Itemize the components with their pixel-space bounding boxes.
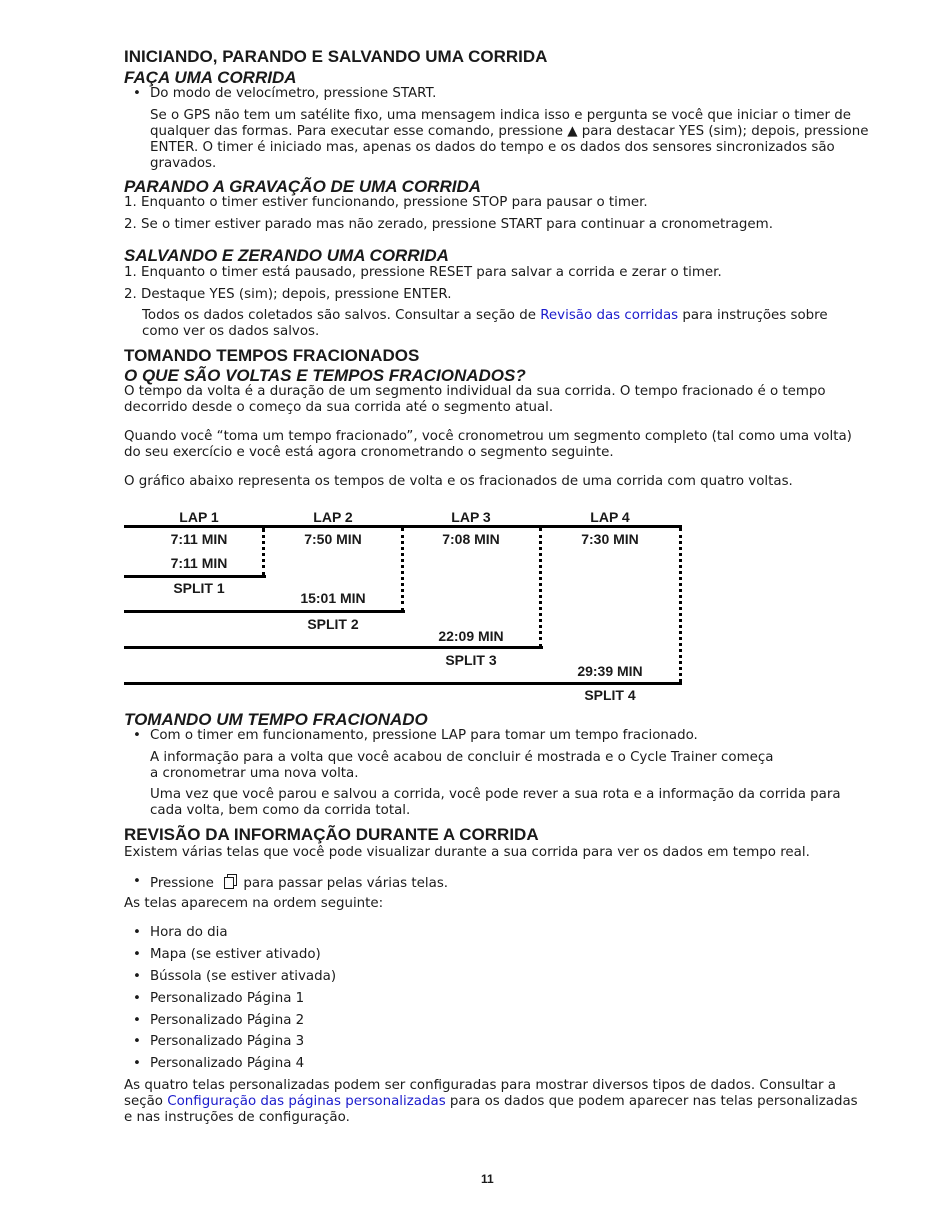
bullet-dot: • xyxy=(133,874,141,889)
lap-divider xyxy=(679,528,682,682)
take-split-p2-line: cada volta, bem como da corrida total. xyxy=(150,803,411,818)
start-run-para-line: Se o GPS não tem um satélite fixo, uma mensagem indica isso e pergunta se você que iniciar o timer de xyxy=(150,108,852,123)
review-runs-link[interactable]: Revisão das corridas xyxy=(540,308,679,323)
what-are-p1-line: O tempo da volta é a duração de um segmento individual da sua corrida. O tempo fracionado é o tempo xyxy=(124,384,826,399)
press-text: para passar pelas várias telas. xyxy=(243,876,449,891)
save-run-heading: SALVANDO E ZERANDO UMA CORRIDA xyxy=(124,246,449,265)
lap-divider xyxy=(262,528,265,576)
list-item: Personalizado Página 4 xyxy=(150,1056,305,1071)
lap-divider xyxy=(539,528,542,647)
bullet-dot: • xyxy=(133,728,141,743)
save-run-step: 1. Enquanto o timer está pausado, pressione RESET para salvar a corrida e zerar o timer. xyxy=(124,265,722,280)
start-run-para-line: ENTER. O timer é iniciado mas, apenas os dados do tempo e os dados dos sensores sincronizados são xyxy=(150,140,835,155)
review-outro-text: para os dados que podem aparecer nas telas personalizadas xyxy=(445,1094,858,1109)
lap-label: LAP 3 xyxy=(451,509,491,525)
split-label: SPLIT 2 xyxy=(307,616,359,632)
review-outro-line: e nas instruções de configuração. xyxy=(124,1110,350,1125)
lap-time: 7:11 MIN xyxy=(170,531,228,547)
bullet-dot: • xyxy=(133,991,141,1006)
start-run-bullet: Do modo de velocímetro, pressione START. xyxy=(150,86,437,101)
review-outro-text: seção xyxy=(124,1094,168,1109)
take-split-heading: TOMANDO UM TEMPO FRACIONADO xyxy=(124,710,428,729)
save-run-note xyxy=(142,308,828,324)
page-number: 11 xyxy=(481,1172,494,1186)
split-label: SPLIT 1 xyxy=(173,580,225,596)
press-line xyxy=(150,874,448,894)
list-item: Mapa (se estiver ativado) xyxy=(150,947,321,962)
lap-time: 7:08 MIN xyxy=(442,531,500,547)
bullet-dot: • xyxy=(133,1056,141,1071)
what-are-p2-line: do seu exercício e você está agora cronometrando o segmento seguinte. xyxy=(124,445,614,460)
save-run-note-text: Todos os dados coletados são salvos. Consultar a seção de xyxy=(142,308,541,323)
save-run-note-text: para instruções sobre xyxy=(678,308,828,323)
split-label: SPLIT 3 xyxy=(445,652,497,668)
split-time: 22:09 MIN xyxy=(438,628,504,644)
review-intro: Existem várias telas que você pode visualizar durante a sua corrida para ver os dados em tempo real. xyxy=(124,845,810,860)
what-are-p1-line: decorrido desde o começo da sua corrida até o segmento atual. xyxy=(124,400,554,415)
split-label: SPLIT 4 xyxy=(584,687,636,703)
start-run-para-line: qualquer das formas. Para executar esse comando, pressione ▲ para destacar YES (sim); depois, pressione xyxy=(150,124,869,139)
start-run-heading: FAÇA UMA CORRIDA xyxy=(124,68,297,87)
bullet-dot: • xyxy=(133,86,141,101)
what-are-heading: O QUE SÃO VOLTAS E TEMPOS FRACIONADOS? xyxy=(124,366,526,385)
split-rule xyxy=(124,646,543,649)
stop-run-heading: PARANDO A GRAVAÇÃO DE UMA CORRIDA xyxy=(124,177,481,196)
take-split-p1-line: a cronometrar uma nova volta. xyxy=(150,766,359,781)
press-text: Pressione xyxy=(150,876,214,891)
list-item: Hora do dia xyxy=(150,925,228,940)
list-item: Personalizado Página 2 xyxy=(150,1013,305,1028)
what-are-p3: O gráfico abaixo representa os tempos de volta e os fracionados de uma corrida com quatro voltas. xyxy=(124,474,793,489)
save-run-note-line2: como ver os dados salvos. xyxy=(142,324,320,339)
lap-divider xyxy=(401,528,404,611)
page-icon xyxy=(224,874,237,894)
lap-label: LAP 2 xyxy=(313,509,353,525)
stop-run-step: 2. Se o timer estiver parado mas não zerado, pressione START para continuar a cronometragem. xyxy=(124,217,773,232)
main-heading: INICIANDO, PARANDO E SALVANDO UMA CORRIDA xyxy=(124,47,548,66)
lap-label: LAP 1 xyxy=(179,509,219,525)
stop-run-step: 1. Enquanto o timer estiver funcionando, pressione STOP para pausar o timer. xyxy=(124,195,648,210)
take-split-bullet: Com o timer em funcionamento, pressione LAP para tomar um tempo fracionado. xyxy=(150,728,698,743)
save-run-step: 2. Destaque YES (sim); depois, pressione ENTER. xyxy=(124,287,452,302)
lap-time: 7:50 MIN xyxy=(304,531,362,547)
review-outro-line: As quatro telas personalizadas podem ser configuradas para mostrar diversos tipos de dados. Consultar a xyxy=(124,1078,836,1093)
custom-pages-link[interactable]: Configuração das páginas personalizadas xyxy=(167,1094,446,1109)
bullet-dot: • xyxy=(133,947,141,962)
order-text: As telas aparecem na ordem seguinte: xyxy=(124,896,384,911)
split-rule xyxy=(124,610,405,613)
bullet-dot: • xyxy=(133,1013,141,1028)
list-item: Personalizado Página 3 xyxy=(150,1034,305,1049)
list-item: Bússola (se estiver ativada) xyxy=(150,969,337,984)
lap-time: 7:30 MIN xyxy=(581,531,639,547)
bullet-dot: • xyxy=(133,1034,141,1049)
split-time: 29:39 MIN xyxy=(577,663,643,679)
splits-heading: TOMANDO TEMPOS FRACIONADOS xyxy=(124,346,420,365)
lap-label: LAP 4 xyxy=(590,509,630,525)
list-item: Personalizado Página 1 xyxy=(150,991,305,1006)
review-heading: REVISÃO DA INFORMAÇÃO DURANTE A CORRIDA xyxy=(124,825,539,844)
review-outro-line xyxy=(124,1094,858,1110)
bullet-dot: • xyxy=(133,925,141,940)
split-time: 15:01 MIN xyxy=(300,590,366,606)
what-are-p2-line: Quando você “toma um tempo fracionado”, você cronometrou um segmento completo (tal como uma volta) xyxy=(124,429,852,444)
start-run-para-line: gravados. xyxy=(150,156,217,171)
split-rule xyxy=(124,575,266,578)
take-split-p1-line: A informação para a volta que você acabou de concluir é mostrada e o Cycle Trainer começa xyxy=(150,750,774,765)
split-time: 7:11 MIN xyxy=(170,555,228,571)
bullet-dot: • xyxy=(133,969,141,984)
split-rule xyxy=(124,682,682,685)
take-split-p2-line: Uma vez que você parou e salvou a corrida, você pode rever a sua rota e a informação da corrida para xyxy=(150,787,841,802)
